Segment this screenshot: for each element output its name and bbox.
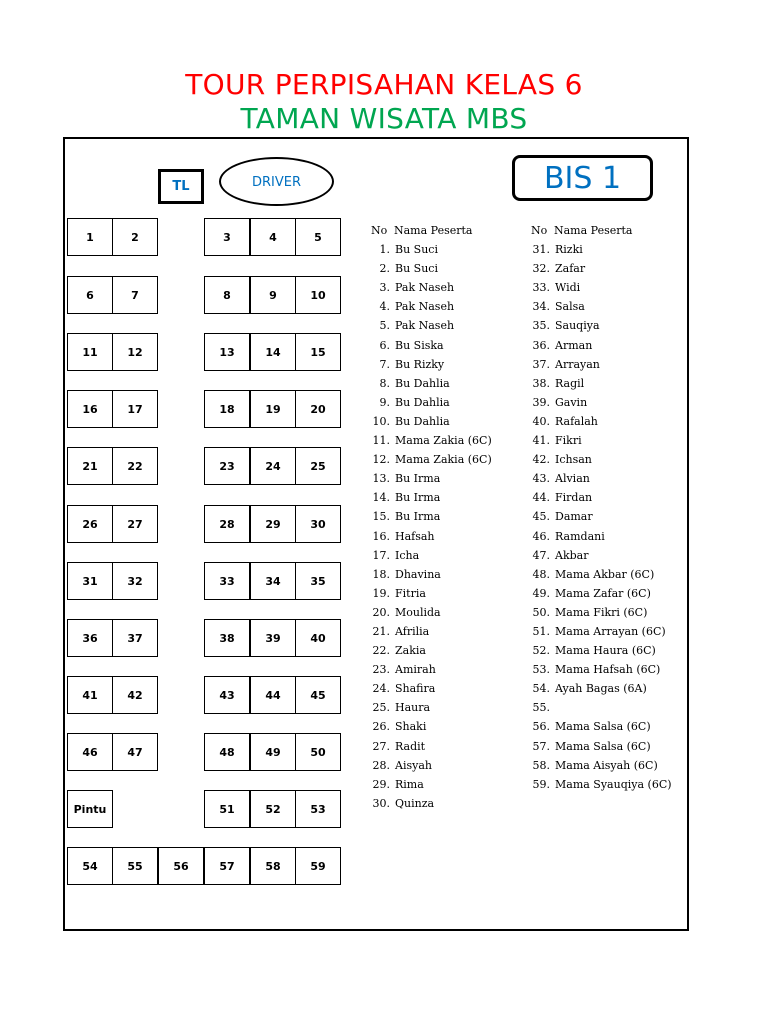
- passenger-row: [531, 297, 672, 316]
- passenger-name: Salsa: [555, 300, 585, 314]
- passenger-name: Pak Naseh: [395, 281, 455, 295]
- passenger-row: [531, 565, 672, 584]
- passenger-name: Ramdani: [555, 529, 605, 543]
- seat-53: 53: [295, 790, 341, 828]
- seat-52: 52: [250, 790, 296, 828]
- seat-19: 19: [250, 390, 296, 428]
- passenger-name: Mama Fikri (6C): [555, 605, 648, 619]
- passenger-name: Hafsah: [395, 529, 435, 543]
- seat-15: 15: [295, 333, 341, 371]
- passenger-number: 13.: [372, 472, 390, 486]
- passenger-name: Mama Zakia (6C): [395, 453, 492, 467]
- seat-1: 1: [67, 218, 113, 256]
- passenger-row: [371, 679, 492, 698]
- passenger-number: 34.: [532, 300, 550, 314]
- passenger-row: [371, 775, 492, 794]
- passenger-number: 42.: [532, 453, 550, 467]
- passenger-number: 47.: [532, 548, 550, 562]
- passenger-number: 43.: [532, 472, 550, 486]
- door-label: Pintu: [67, 790, 113, 828]
- passenger-row: [531, 756, 672, 775]
- passenger-number: 15.: [372, 510, 390, 524]
- seat-16: 16: [67, 390, 113, 428]
- passenger-number: 48.: [532, 567, 550, 581]
- seat-11: 11: [67, 333, 113, 371]
- passenger-name: Ragil: [555, 376, 585, 390]
- seat-8: 8: [204, 276, 250, 314]
- passenger-name: Moulida: [395, 605, 441, 619]
- passenger-name: Afrilia: [395, 624, 430, 638]
- passenger-name: Mama Zafar (6C): [555, 586, 651, 600]
- passenger-number: 20.: [372, 605, 390, 619]
- passenger-name: Zafar: [555, 262, 586, 276]
- seat-3: 3: [204, 218, 250, 256]
- passenger-row: [531, 393, 672, 412]
- passenger-name: Amirah: [395, 663, 436, 677]
- seat-14: 14: [250, 333, 296, 371]
- passenger-row: [371, 278, 492, 297]
- passenger-name: Bu Suci: [395, 243, 438, 257]
- seat-58: 58: [250, 847, 296, 885]
- passenger-number: 25.: [372, 701, 390, 715]
- seat-23: 23: [204, 447, 250, 485]
- list-header: [531, 221, 672, 240]
- passenger-name: Fikri: [555, 434, 582, 448]
- seat-22: 22: [112, 447, 158, 485]
- list-header-name: Nama Peserta: [554, 224, 633, 237]
- passenger-row: [371, 316, 492, 335]
- passenger-name: Sauqiya: [555, 319, 600, 333]
- passenger-row: [371, 488, 492, 507]
- passenger-number: 57.: [532, 739, 550, 753]
- passenger-name: Ayah Bagas (6A): [555, 682, 647, 696]
- passenger-name: Pak Naseh: [395, 319, 455, 333]
- list-header-no: No: [371, 224, 388, 237]
- seat-27: 27: [112, 505, 158, 543]
- passenger-number: 54.: [532, 682, 550, 696]
- passenger-number: 8.: [379, 376, 390, 390]
- passenger-row: [371, 737, 492, 756]
- seat-13: 13: [204, 333, 250, 371]
- passenger-number: 37.: [532, 357, 550, 371]
- seat-38: 38: [204, 619, 250, 657]
- passenger-number: 28.: [372, 758, 390, 772]
- passenger-name: Fitria: [395, 586, 426, 600]
- passenger-row: [531, 240, 672, 259]
- passenger-name: Mama Salsa (6C): [555, 720, 651, 734]
- passenger-row: [531, 259, 672, 278]
- passenger-name: Ichsan: [555, 453, 592, 467]
- passenger-row: [531, 336, 672, 355]
- passenger-row: [531, 431, 672, 450]
- passenger-number: 4.: [379, 300, 390, 314]
- passenger-row: [371, 450, 492, 469]
- passenger-row: [371, 622, 492, 641]
- passenger-number: 58.: [532, 758, 550, 772]
- passenger-number: 44.: [532, 491, 550, 505]
- seat-34: 34: [250, 562, 296, 600]
- passenger-row: [531, 737, 672, 756]
- passenger-row: [531, 546, 672, 565]
- passenger-number: 49.: [532, 586, 550, 600]
- passenger-name: Bu Dahlia: [395, 376, 450, 390]
- seat-35: 35: [295, 562, 341, 600]
- passenger-row: [531, 278, 672, 297]
- passenger-row: [531, 584, 672, 603]
- seat-9: 9: [250, 276, 296, 314]
- passenger-row: [371, 259, 492, 278]
- passenger-row: [371, 355, 492, 374]
- passenger-row: [371, 660, 492, 679]
- passenger-row: [531, 469, 672, 488]
- passenger-row: [371, 794, 492, 813]
- passenger-row: [371, 698, 492, 717]
- passenger-number: 55.: [532, 701, 550, 715]
- passenger-name: Mama Salsa (6C): [555, 739, 651, 753]
- passenger-row: [371, 584, 492, 603]
- passenger-row: [371, 756, 492, 775]
- passenger-name: Rafalah: [555, 414, 598, 428]
- passenger-number: 19.: [372, 586, 390, 600]
- passenger-number: 32.: [532, 262, 550, 276]
- list-header: [371, 221, 492, 240]
- passenger-number: 21.: [372, 624, 390, 638]
- passenger-row: [531, 775, 672, 794]
- seat-28: 28: [204, 505, 250, 543]
- passenger-list-right: [531, 221, 672, 794]
- seat-31: 31: [67, 562, 113, 600]
- passenger-name: Bu Suci: [395, 262, 438, 276]
- seat-30: 30: [295, 505, 341, 543]
- passenger-number: 41.: [532, 434, 550, 448]
- seat-6: 6: [67, 276, 113, 314]
- passenger-number: 40.: [532, 414, 550, 428]
- passenger-row: [531, 355, 672, 374]
- passenger-row: [371, 374, 492, 393]
- driver-seat: DRIVER: [219, 157, 334, 206]
- passenger-number: 9.: [379, 395, 390, 409]
- passenger-number: 51.: [532, 624, 550, 638]
- passenger-row: [371, 297, 492, 316]
- seat-10: 10: [295, 276, 341, 314]
- passenger-number: 56.: [532, 720, 550, 734]
- passenger-row: [371, 240, 492, 259]
- passenger-number: 59.: [532, 777, 550, 791]
- seat-43: 43: [204, 676, 250, 714]
- passenger-row: [371, 527, 492, 546]
- bus-label: BIS 1: [512, 155, 653, 201]
- passenger-name: Bu Dahlia: [395, 414, 450, 428]
- passenger-row: [531, 660, 672, 679]
- passenger-number: 38.: [532, 376, 550, 390]
- passenger-number: 45.: [532, 510, 550, 524]
- passenger-number: 30.: [372, 796, 390, 810]
- passenger-name: Pak Naseh: [395, 300, 455, 314]
- passenger-name: Damar: [555, 510, 593, 524]
- passenger-number: 12.: [372, 453, 390, 467]
- passenger-name: Shafira: [395, 682, 436, 696]
- seat-50: 50: [295, 733, 341, 771]
- passenger-number: 50.: [532, 605, 550, 619]
- seat-37: 37: [112, 619, 158, 657]
- seat-4: 4: [250, 218, 296, 256]
- seat-45: 45: [295, 676, 341, 714]
- passenger-name: Icha: [395, 548, 420, 562]
- passenger-name: Gavin: [555, 395, 588, 409]
- seat-17: 17: [112, 390, 158, 428]
- passenger-name: Mama Haura (6C): [555, 644, 656, 658]
- passenger-name: Radit: [395, 739, 426, 753]
- seat-49: 49: [250, 733, 296, 771]
- seat-48: 48: [204, 733, 250, 771]
- list-header-name: Nama Peserta: [394, 224, 473, 237]
- passenger-name: Shaki: [395, 720, 427, 734]
- passenger-number: 7.: [379, 357, 390, 371]
- list-header-no: No: [531, 224, 548, 237]
- passenger-row: [371, 431, 492, 450]
- seat-2: 2: [112, 218, 158, 256]
- passenger-number: 6.: [379, 338, 390, 352]
- passenger-row: [531, 507, 672, 526]
- seat-42: 42: [112, 676, 158, 714]
- passenger-number: 2.: [379, 262, 390, 276]
- passenger-row: [531, 450, 672, 469]
- passenger-name: Akbar: [555, 548, 589, 562]
- passenger-row: [531, 622, 672, 641]
- passenger-number: 1.: [379, 243, 390, 257]
- passenger-number: 27.: [372, 739, 390, 753]
- seat-41: 41: [67, 676, 113, 714]
- seat-36: 36: [67, 619, 113, 657]
- passenger-row: [531, 412, 672, 431]
- seat-39: 39: [250, 619, 296, 657]
- seat-29: 29: [250, 505, 296, 543]
- passenger-number: 10.: [372, 414, 390, 428]
- seat-54: 54: [67, 847, 113, 885]
- passenger-name: Aisyah: [395, 758, 432, 772]
- passenger-row: [531, 698, 672, 717]
- seat-40: 40: [295, 619, 341, 657]
- passenger-name: Bu Rizky: [395, 357, 445, 371]
- passenger-row: [371, 641, 492, 660]
- passenger-number: 3.: [379, 281, 390, 295]
- passenger-name: Alvian: [555, 472, 590, 486]
- passenger-name: Haura: [395, 701, 431, 715]
- passenger-number: 5.: [379, 319, 390, 333]
- passenger-name: Widi: [555, 281, 581, 295]
- passenger-row: [531, 679, 672, 698]
- passenger-name: Dhavina: [395, 567, 441, 581]
- passenger-number: 16.: [372, 529, 390, 543]
- passenger-name: Firdan: [555, 491, 593, 505]
- passenger-row: [531, 717, 672, 736]
- passenger-name: Mama Zakia (6C): [395, 434, 492, 448]
- passenger-row: [371, 507, 492, 526]
- seat-57: 57: [204, 847, 250, 885]
- passenger-list-left: [371, 221, 492, 813]
- passenger-row: [531, 488, 672, 507]
- passenger-name: Bu Irma: [395, 491, 441, 505]
- seat-24: 24: [250, 447, 296, 485]
- seat-44: 44: [250, 676, 296, 714]
- passenger-number: 53.: [532, 663, 550, 677]
- passenger-name: Bu Siska: [395, 338, 444, 352]
- passenger-row: [371, 393, 492, 412]
- passenger-name: Zakia: [395, 644, 426, 658]
- passenger-name: Quinza: [395, 796, 435, 810]
- page-subtitle: TAMAN WISATA MBS: [240, 102, 528, 135]
- passenger-number: 18.: [372, 567, 390, 581]
- passenger-name: Bu Dahlia: [395, 395, 450, 409]
- passenger-name: Bu Irma: [395, 510, 441, 524]
- passenger-row: [531, 527, 672, 546]
- page-title: TOUR PERPISAHAN KELAS 6: [185, 68, 583, 101]
- seat-12: 12: [112, 333, 158, 371]
- passenger-number: 24.: [372, 682, 390, 696]
- tour-leader-seat: TL: [158, 169, 204, 204]
- seat-26: 26: [67, 505, 113, 543]
- seat-20: 20: [295, 390, 341, 428]
- passenger-number: 52.: [532, 644, 550, 658]
- passenger-name: Mama Akbar (6C): [555, 567, 655, 581]
- passenger-number: 35.: [532, 319, 550, 333]
- passenger-number: 33.: [532, 281, 550, 295]
- seat-5: 5: [295, 218, 341, 256]
- passenger-number: 11.: [372, 434, 390, 448]
- passenger-name: Mama Arrayan (6C): [555, 624, 666, 638]
- passenger-number: 36.: [532, 338, 550, 352]
- passenger-number: 46.: [532, 529, 550, 543]
- passenger-row: [531, 374, 672, 393]
- passenger-name: Mama Hafsah (6C): [555, 663, 661, 677]
- passenger-name: Mama Aisyah (6C): [555, 758, 658, 772]
- passenger-name: Arman: [555, 338, 593, 352]
- passenger-row: [371, 336, 492, 355]
- passenger-number: 22.: [372, 644, 390, 658]
- passenger-row: [531, 603, 672, 622]
- seat-46: 46: [67, 733, 113, 771]
- passenger-number: 31.: [532, 243, 550, 257]
- passenger-name: Rima: [395, 777, 424, 791]
- passenger-row: [371, 603, 492, 622]
- passenger-row: [371, 546, 492, 565]
- passenger-number: 23.: [372, 663, 390, 677]
- passenger-name: Arrayan: [555, 357, 600, 371]
- passenger-number: 14.: [372, 491, 390, 505]
- passenger-name: Mama Syauqiya (6C): [555, 777, 672, 791]
- seat-25: 25: [295, 447, 341, 485]
- passenger-name: Rizki: [555, 243, 583, 257]
- passenger-number: 29.: [372, 777, 390, 791]
- seat-32: 32: [112, 562, 158, 600]
- seat-51: 51: [204, 790, 250, 828]
- passenger-row: [371, 565, 492, 584]
- passenger-row: [531, 316, 672, 335]
- seat-47: 47: [112, 733, 158, 771]
- seat-59: 59: [295, 847, 341, 885]
- passenger-row: [371, 469, 492, 488]
- seat-56: 56: [158, 847, 204, 885]
- passenger-row: [371, 717, 492, 736]
- passenger-number: 17.: [372, 548, 390, 562]
- seat-18: 18: [204, 390, 250, 428]
- passenger-number: 26.: [372, 720, 390, 734]
- passenger-row: [531, 641, 672, 660]
- passenger-row: [371, 412, 492, 431]
- passenger-number: 39.: [532, 395, 550, 409]
- passenger-name: Bu Irma: [395, 472, 441, 486]
- seat-55: 55: [112, 847, 158, 885]
- seat-21: 21: [67, 447, 113, 485]
- seat-7: 7: [112, 276, 158, 314]
- seat-33: 33: [204, 562, 250, 600]
